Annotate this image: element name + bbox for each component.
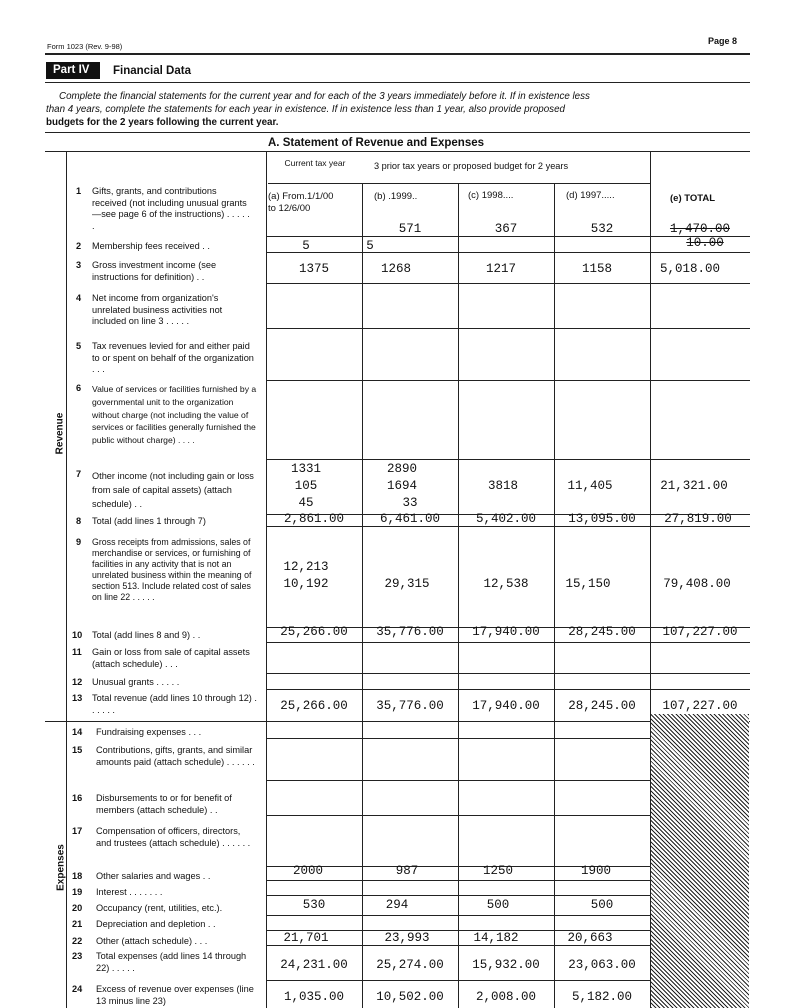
row-rule: [266, 380, 750, 381]
row-rule: [266, 283, 750, 284]
line-label: Gain or loss from sale of capital assets (attach schedule) . . .: [92, 647, 250, 669]
cell-value: 5,402.00: [475, 512, 536, 526]
line-label: Depreciation and depletion . .: [96, 919, 216, 929]
line-number: 1: [76, 186, 82, 196]
line-number: 17: [72, 826, 83, 836]
cell-value: 5,182.00: [571, 990, 632, 1004]
line-number: 4: [76, 293, 82, 303]
cell-value: 23,063.00: [568, 958, 636, 972]
cell-value: 35,776.00: [376, 625, 444, 639]
cell-value: 21,701: [283, 931, 329, 945]
cell-value: 6,461.00: [379, 512, 440, 526]
cell-value: 79,408.00: [663, 577, 731, 591]
cell-value: 1,470.00: [669, 222, 730, 236]
cell-value: 105: [294, 479, 318, 493]
line-label: Unusual grants . . . . .: [92, 677, 180, 687]
cell-value: 24,231.00: [280, 958, 348, 972]
line-label: Other income (not including gain or loss from sale of capital assets) (attach schedule) . .: [92, 471, 254, 509]
line-number: 9: [76, 537, 82, 547]
cell-value: 294: [385, 898, 409, 912]
cell-value: 1331: [290, 462, 321, 476]
col-b-heading: (b) .1999..: [374, 191, 418, 202]
row-rule: [266, 915, 650, 916]
line-label: Value of services or facilities furnished by a governmental unit to the organization without charge (not including the value of services or facilities generally furnished the public without charge) . . . .: [92, 384, 257, 446]
cell-value: 1375: [298, 262, 329, 276]
cell-value: 25,274.00: [376, 958, 444, 972]
line-label: Net income from organization's unrelated business activities not included on line 3 . . . . .: [92, 293, 223, 326]
row-rule: [266, 459, 750, 460]
row-rule: [266, 642, 750, 643]
cell-value: 21,321.00: [660, 479, 728, 493]
row-rule: [266, 328, 750, 329]
line-number: 20: [72, 903, 83, 913]
cell-value: 29,315: [384, 577, 430, 591]
cell-value: 12,538: [483, 577, 529, 591]
line-number: 14: [72, 727, 83, 737]
cell-value: 28,245.00: [568, 699, 636, 713]
line-number: 8: [76, 516, 82, 526]
total-column-hatch: [651, 714, 749, 1008]
cell-value: 10,502.00: [376, 990, 444, 1004]
line-label: Interest . . . . . . .: [96, 887, 163, 897]
cell-value: 15,150: [565, 577, 611, 591]
part-badge-text: Part IV: [53, 64, 90, 76]
cell-value: 107,227.00: [662, 699, 738, 713]
line-label: Compensation of officers, directors, and trustees (attach schedule) . . . . . .: [96, 826, 251, 848]
form-id: Form 1023 (Rev. 9-98): [47, 42, 123, 51]
line-number: 10: [72, 630, 83, 640]
cell-value: 13,095.00: [568, 512, 636, 526]
cell-value: 25,266.00: [280, 625, 348, 639]
cell-value: 500: [486, 898, 510, 912]
cell-value: 1900: [580, 864, 611, 878]
cell-value: 25,266.00: [280, 699, 348, 713]
col-d-heading: (d) 1997.....: [566, 190, 615, 201]
line-number: 2: [76, 241, 82, 251]
instructions-line-2: than 4 years, complete the statements for each year in existence. If in existence less than 1 year, also provide proposed: [46, 104, 565, 115]
line-label: Total (add lines 8 and 9) . .: [92, 630, 201, 640]
line-number: 16: [72, 793, 83, 803]
col-c-heading: (c) 1998....: [468, 190, 514, 201]
grid-v-label-exp: [66, 722, 67, 1008]
cell-value: 27,819.00: [664, 512, 732, 526]
cell-value: 17,940.00: [472, 699, 540, 713]
line-label: Gross receipts from admissions, sales of merchandise or services, or furnishing of facilities in any activity that is not an unrelated business within the meaning of section 513. Include related cost of sales on line 22 . . . . .: [92, 537, 252, 602]
col-prior-heading: 3 prior tax years or proposed budget for 2 years: [374, 161, 569, 171]
col-e-heading: (e) TOTAL: [670, 193, 716, 204]
grid-v-d: [554, 183, 555, 1008]
line-number: 18: [72, 871, 83, 881]
line-label: Other (attach schedule) . . .: [96, 936, 208, 946]
header-rule: [45, 53, 750, 55]
cell-value: 1268: [380, 262, 411, 276]
line-number: 23: [72, 951, 83, 961]
grid-v-c: [458, 183, 459, 1008]
row-rule: [266, 738, 650, 739]
row-rule: [266, 980, 650, 981]
cell-value: 5,018.00: [659, 262, 720, 276]
part-rule: [45, 82, 750, 83]
col-a-heading: [268, 191, 333, 215]
line-label: Contributions, gifts, grants, and similar amounts paid (attach schedule) . . . . . .: [96, 745, 255, 767]
cell-value: 15,932.00: [472, 958, 540, 972]
line-number: 12: [72, 677, 83, 687]
side-expenses-label: Expenses: [55, 844, 67, 891]
row-rule: [266, 945, 650, 946]
cell-value: 45: [298, 496, 314, 510]
row-rule: [266, 673, 750, 674]
cell-value: 28,245.00: [568, 625, 636, 639]
line-number: 11: [72, 647, 82, 657]
cell-value: 571: [398, 222, 422, 236]
section-rule: [45, 151, 750, 152]
row-rule: [266, 880, 650, 881]
line-number: 6: [76, 383, 82, 393]
line-label: Gifts, grants, and contributions received (not including unusual grants—see page 6 of the instructions) . . . . . .: [92, 186, 250, 231]
cell-value: 500: [590, 898, 614, 912]
cell-value: 1250: [482, 864, 513, 878]
cell-value: 107,227.00: [662, 625, 738, 639]
cell-value: 1217: [485, 262, 516, 276]
section-divider: [45, 721, 750, 722]
cell-value: 1694: [386, 479, 417, 493]
page-label: Page 8: [708, 36, 738, 46]
row-rule: [266, 526, 750, 527]
line-number: 13: [72, 693, 83, 703]
section-title: A. Statement of Revenue and Expenses: [268, 137, 485, 149]
col-current-heading: Current tax year: [284, 158, 346, 168]
cell-value: 3818: [487, 479, 518, 493]
cell-value: 35,776.00: [376, 699, 444, 713]
row-rule: [266, 689, 750, 690]
part-title: Financial Data: [113, 65, 191, 77]
line-label: Total expenses (add lines 14 through 22) . . . . .: [96, 951, 247, 973]
line-label: Excess of revenue over expenses (line 13 minus line 23): [96, 984, 254, 1006]
cell-value: 987: [395, 864, 419, 878]
row-rule: [266, 780, 650, 781]
line-number: 19: [72, 887, 83, 897]
col-a-from: (a) From.1/1/00: [268, 191, 334, 202]
col-a-to: to 12/6/00: [268, 203, 311, 214]
cell-value: 14,182: [473, 931, 519, 945]
line-number: 3: [76, 260, 82, 270]
line-label: Gross investment income (see instructions for definition) . .: [92, 260, 217, 282]
instructions-rule: [45, 132, 750, 133]
cell-value: 2890: [386, 462, 417, 476]
cell-value: 1,035.00: [283, 990, 344, 1004]
side-revenue-label: Revenue: [54, 412, 66, 455]
line-label: Other salaries and wages . .: [96, 871, 211, 881]
line-label: Total revenue (add lines 10 through 12) . . . . . .: [92, 693, 257, 715]
grid-v-label: [66, 151, 67, 721]
line-label: Total (add lines 1 through 7): [92, 516, 206, 526]
cell-value: 532: [590, 222, 614, 236]
cell-value: 10.00: [686, 236, 724, 250]
instructions-line-3: budgets for the 2 years following the current year.: [46, 117, 279, 128]
cell-value: 33: [402, 496, 418, 510]
cell-value: 11,405: [567, 479, 613, 493]
cell-value: 17,940.00: [472, 625, 540, 639]
cell-value: 5: [366, 239, 374, 253]
line-number: 15: [72, 745, 83, 755]
row-rule: [266, 895, 650, 896]
instructions: [46, 90, 750, 129]
line-number: 5: [76, 341, 82, 351]
cell-value: 530: [302, 898, 326, 912]
line-number: 22: [72, 936, 83, 946]
line-label: Disbursements to or for benefit of members (attach schedule) . .: [96, 793, 232, 815]
col-heading-rule: [268, 183, 650, 184]
cell-value: 2,861.00: [283, 512, 344, 526]
line-number: 24: [72, 984, 83, 994]
line-number: 21: [72, 919, 83, 929]
line-number: 7: [76, 469, 82, 479]
cell-value: 2000: [292, 864, 323, 878]
cell-value: 2,008.00: [475, 990, 536, 1004]
row-rule: [266, 815, 650, 816]
line-label: Tax revenues levied for and either paid to or spent on behalf of the organization . . .: [92, 341, 254, 374]
instructions-line-1: Complete the financial statements for the current year and for each of the 3 years immediately before it. If in existence less: [59, 91, 590, 102]
cell-value: 5: [302, 239, 310, 253]
grid-v-b: [362, 183, 363, 1008]
cell-value: 12,213: [283, 560, 329, 574]
cell-value: 1158: [581, 262, 612, 276]
line-label: Fundraising expenses . . .: [96, 727, 202, 737]
cell-value: 20,663: [567, 931, 613, 945]
line-label: Occupancy (rent, utilities, etc.).: [96, 903, 223, 913]
cell-value: 367: [494, 222, 518, 236]
cell-value: 23,993: [384, 931, 430, 945]
cell-value: 10,192: [283, 577, 329, 591]
line-label: Membership fees received . .: [92, 241, 210, 251]
